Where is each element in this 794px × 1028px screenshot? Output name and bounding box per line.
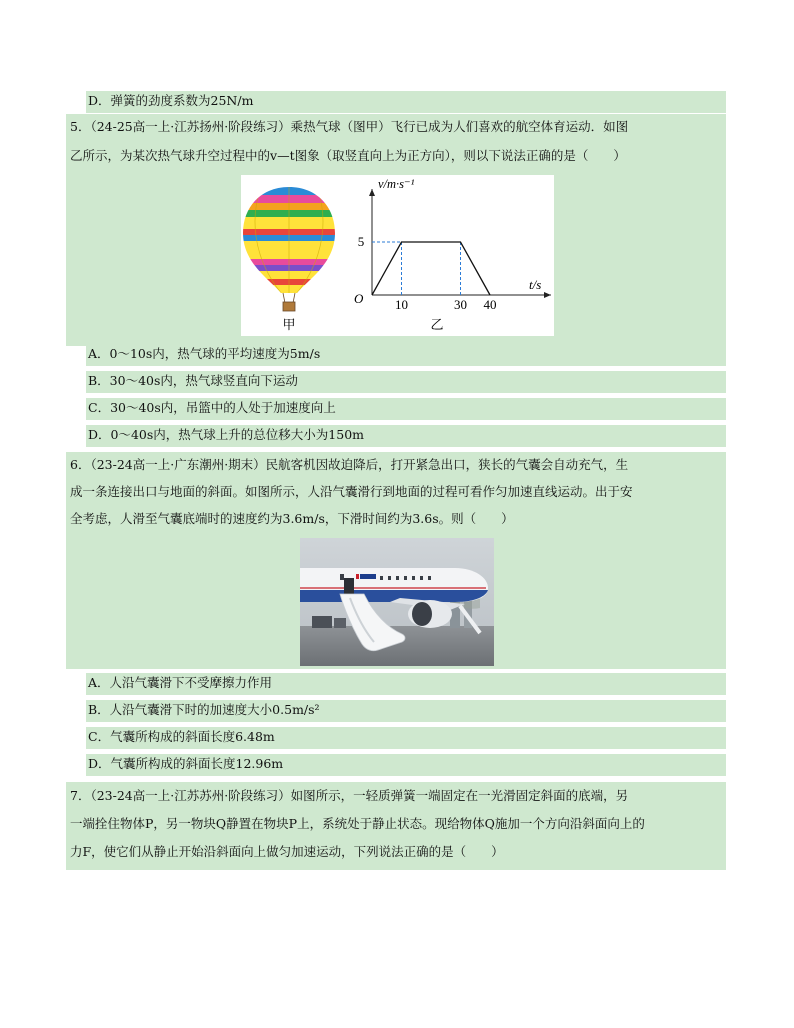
hot-air-balloon-image: [241, 185, 341, 311]
x-axis-label: t/s: [529, 277, 542, 292]
q6-option-a: A．人沿气囊滑下不受摩擦力作用: [88, 675, 273, 690]
fig-label-left: 甲: [282, 317, 296, 332]
q6-stem-line-3: 全考虑，人滑至气囊底端时的速度约为3.6m/s，下滑时间约为3.6s。则（ ）: [70, 511, 514, 526]
q4-option-d: D．弹簧的劲度系数为25N/m: [88, 93, 254, 108]
q5-stem-line-2: 乙所示，为某次热气球升空过程中的v—t图象（取竖直向上为正方向），则以下说法正确的是（ ）: [70, 148, 626, 163]
fig-label-right: 乙: [430, 317, 444, 332]
x-tick-label: 30: [454, 297, 467, 312]
q7-stem-line-2: 一端拴住物体P，另一物块Q静置在物块P上，系统处于静止状态。现给物体Q施加一个方向沿斜面向上的: [70, 816, 645, 831]
y-tick-label: 5: [357, 234, 365, 249]
q7-stem-line-1: 7．（23-24高一上·江苏苏州·阶段练习）如图所示，一轻质弹簧一端固定在一光滑固定斜面的底端，另: [70, 788, 629, 803]
velocity-series-line: [372, 242, 490, 295]
x-tick-label: 40: [483, 297, 497, 312]
q5-figure-svg: [241, 175, 554, 336]
q5-figure: [241, 175, 554, 336]
q5-option-d: D．0～40s内，热气球上升的总位移大小为150m: [88, 427, 365, 442]
x-axis-arrow: [544, 292, 551, 298]
q5-option-c: C．30～40s内，吊篮中的人处于加速度向上: [88, 400, 336, 415]
q7-stem-line-3: 力F，使它们从静止开始沿斜面向上做匀加速运动，下列说法正确的是（ ）: [70, 844, 504, 859]
origin-label: O: [354, 291, 364, 306]
q6-stem-line-1: 6．（23-24高一上·广东潮州·期末）民航客机因故迫降后，打开紧急出口，狭长的气囊会自动充气，生: [70, 457, 629, 472]
q6-option-c: C．气囊所构成的斜面长度6.48m: [88, 729, 275, 744]
q5-option-a: A．0～10s内，热气球的平均速度为5m/s: [88, 346, 321, 361]
q6-stem-line-2: 成一条连接出口与地面的斜面。如图所示，人沿气囊滑行到地面的过程可看作匀加速直线运动。出于安: [70, 484, 633, 499]
q6-option-b: B．人沿气囊滑下时的加速度大小0.5m/s²: [88, 702, 320, 717]
airplane-slide-photo: [300, 538, 494, 666]
q5-stem-line-1: 5．（24-25高一上·江苏扬州·阶段练习）乘热气球（图甲）飞行已成为人们喜欢的航空体育运动．如图: [70, 119, 629, 134]
v-t-graph: [354, 177, 551, 312]
q6-option-d: D．气囊所构成的斜面长度12.96m: [88, 756, 284, 771]
x-tick-label: 10: [395, 297, 408, 312]
y-axis-label: v/m·s⁻¹: [378, 177, 415, 191]
y-axis-arrow: [369, 189, 375, 196]
q5-option-b: B．30～40s内，热气球竖直向下运动: [88, 373, 298, 388]
